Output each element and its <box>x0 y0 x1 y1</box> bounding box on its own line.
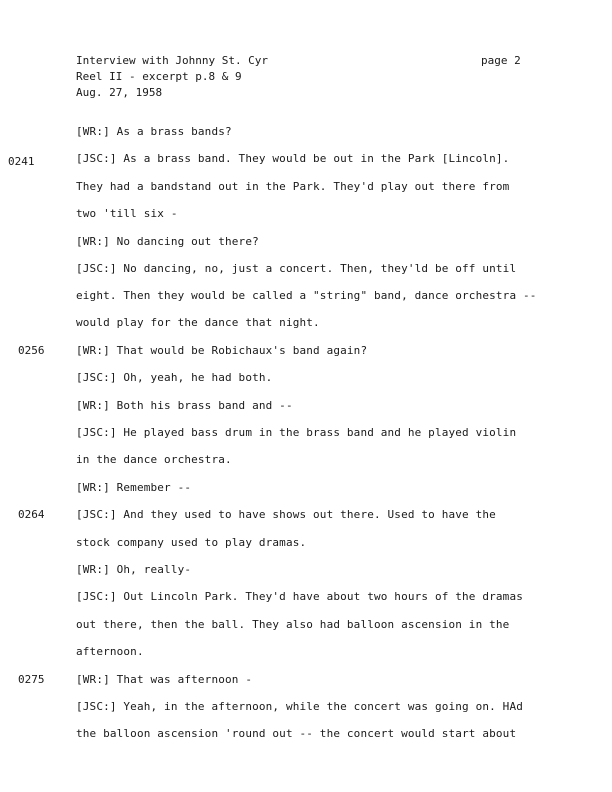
transcript-line: the balloon ascension 'round out -- the concert would start about <box>76 727 517 740</box>
transcript-line: [JSC:] Oh, yeah, he had both. <box>76 371 273 384</box>
interview-date: Aug. 27, 1958 <box>76 86 163 99</box>
transcript-line: would play for the dance that night. <box>76 316 320 329</box>
transcript-line: [JSC:] As a brass band. They would be out in the Park [Lincoln]. <box>76 152 510 165</box>
interview-title: Interview with Johnny St. Cyr <box>76 54 269 67</box>
transcript-line: afternoon. <box>76 645 144 658</box>
transcript-line: out there, then the ball. They also had balloon ascension in the <box>76 618 510 631</box>
transcript-line: [JSC:] No dancing, no, just a concert. Then, they'ld be off until <box>76 262 517 275</box>
page-number: page 2 <box>481 54 521 67</box>
transcript-line: eight. Then they would be called a "string" band, dance orchestra -- <box>76 289 537 302</box>
transcript-line: They had a bandstand out in the Park. They'd play out there from <box>76 180 510 193</box>
transcript-line: [JSC:] And they used to have shows out there. Used to have the <box>76 508 496 521</box>
transcript-line: [WR:] As a brass bands? <box>76 125 232 138</box>
transcript-line: [WR:] Both his brass band and -- <box>76 399 293 412</box>
transcript-line: [WR:] That was afternoon - <box>76 673 253 686</box>
margin-timecode: 0256 <box>18 344 45 357</box>
reel-info: Reel II - excerpt p.8 & 9 <box>76 70 242 83</box>
transcript-line: [JSC:] Yeah, in the afternoon, while the concert was going on. HAd <box>76 700 523 713</box>
transcript-line: two 'till six - <box>76 207 178 220</box>
transcript-line: [JSC:] He played bass drum in the brass band and he played violin <box>76 426 517 439</box>
transcript-line: [WR:] Oh, really- <box>76 563 192 576</box>
margin-timecode: 0264 <box>18 508 45 521</box>
transcript-line: [WR:] Remember -- <box>76 481 192 494</box>
margin-timecode: 0241 <box>8 155 35 168</box>
transcript-line: in the dance orchestra. <box>76 453 232 466</box>
transcript-line: stock company used to play dramas. <box>76 536 307 549</box>
transcript-line: [WR:] No dancing out there? <box>76 235 259 248</box>
transcript-line: [WR:] That would be Robichaux's band again? <box>76 344 368 357</box>
transcript-line: [JSC:] Out Lincoln Park. They'd have about two hours of the dramas <box>76 590 523 603</box>
margin-timecode: 0275 <box>18 673 45 686</box>
